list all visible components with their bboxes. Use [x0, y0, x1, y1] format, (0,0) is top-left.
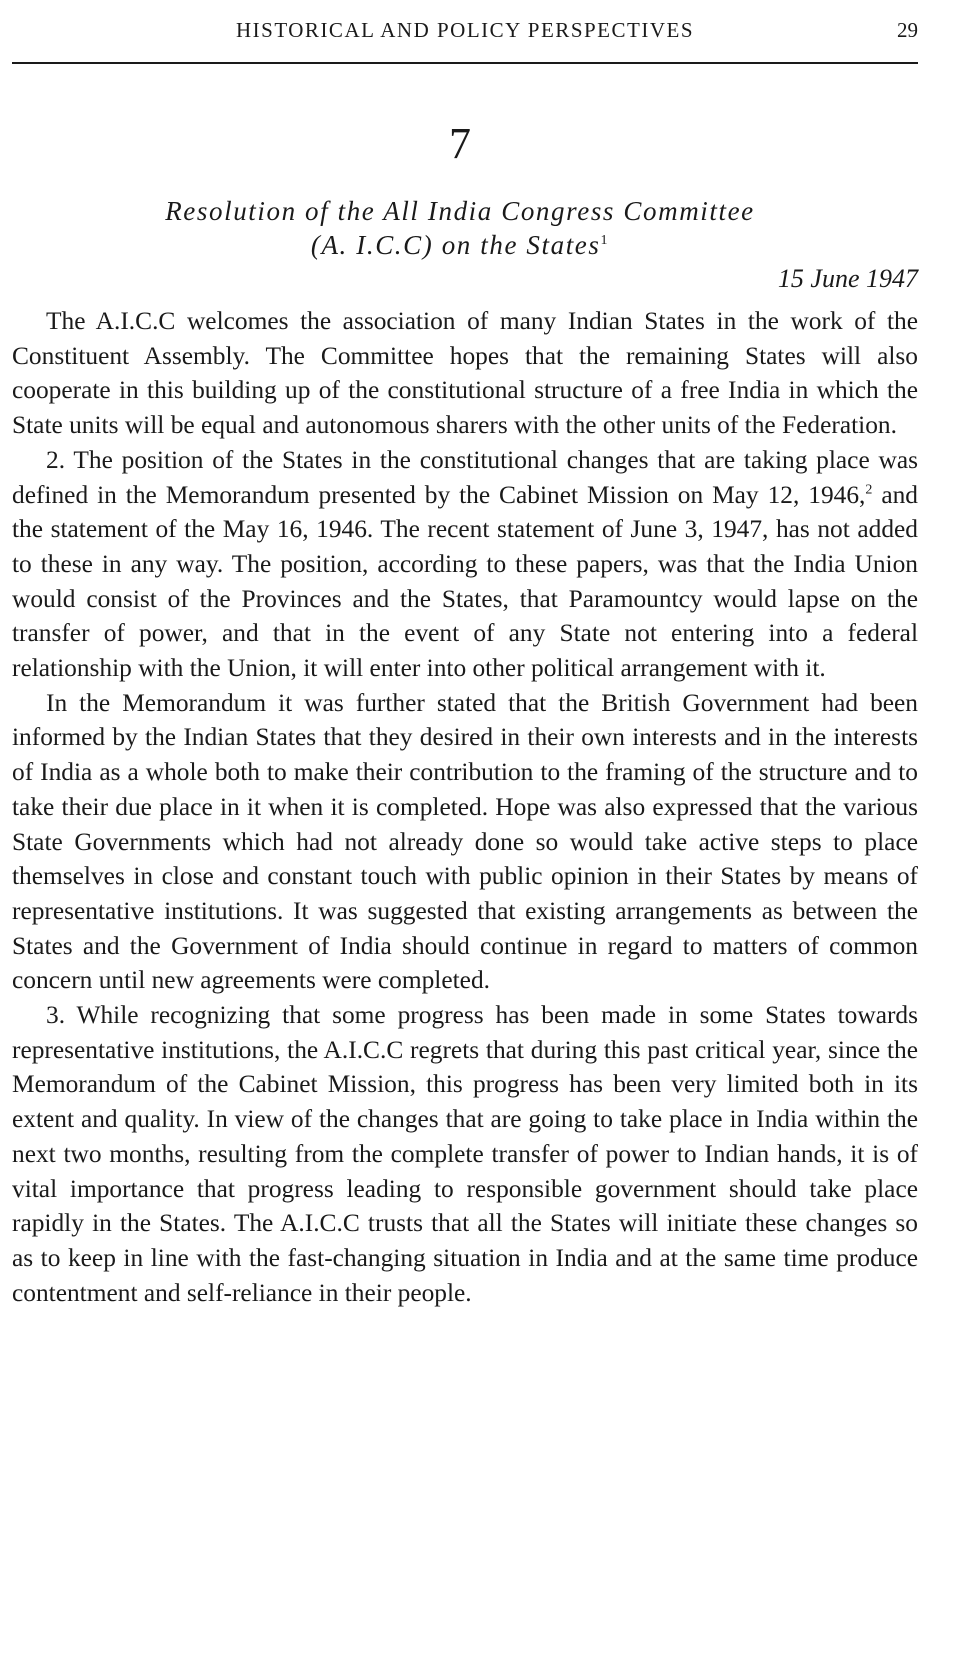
running-head-title: HISTORICAL AND POLICY PERSPECTIVES [235, 18, 695, 42]
paragraph-2 [12, 443, 918, 686]
paragraph-2-part-b: and the statement of the May 16, 1946. The recent statement of June 3, 1947, has not added to these in any way. The position, according to these papers, was that the India Union would consist of the Provinces and the States, that Paramountcy would lapse on the transfer of power, and that in the event of any State not entering into a federal relationship with the Union, it will enter into other political arrangement with it. [12, 480, 918, 683]
page-number: 29 [897, 18, 918, 42]
document-number: 7 [449, 119, 471, 168]
body-text [12, 304, 918, 1310]
footnote-marker-1: 1 [600, 233, 610, 248]
document-title [0, 194, 920, 262]
document-title-line-1: Resolution of the All India Congress Committee [165, 196, 755, 226]
paragraph-2-part-a: 2. The position of the States in the constitutional changes that are taking place was defined in the Memorandum presented by the Cabinet Mission on May 12, 1946, [12, 445, 918, 509]
header-rule [12, 62, 918, 64]
paragraph-3: In the Memorandum it was further stated that the British Government had been informed by the Indian States that they desired in their own interests and in the interests of India as a whole both to make their contribution to the framing of the structure and to take their due place in it when it is completed. Hope was also expressed that the various State Governments which had not already done so would take active steps to place themselves in close and constant touch with public opinion in their States by means of representative institutions. It was suggested that existing arrangements as between the States and the Government of India should continue in regard to matters of common concern until new agreements were completed. [12, 688, 918, 995]
document-title-line-2 [0, 228, 920, 262]
paragraph-4: 3. While recognizing that some progress has been made in some States towards representative institutions, the A.I.C.C regrets that during this past critical year, since the Memorandum of the Cabinet Mission, this progress has been very limited both in its extent and quality. In view of the changes that are going to take place in India within the next two months, resulting from the complete transfer of power to Indian hands, it is of vital importance that progress leading to responsible government should take place rapidly in the States. The A.I.C.C trusts that all the States will initiate these changes so as to keep in line with the fast-changing situation in India and at the same time produce contentment and self-reliance in their people. [12, 1001, 918, 1307]
footnote-marker-2: 2 [865, 482, 873, 498]
paragraph-1: The A.I.C.C welcomes the association of many Indian States in the work of the Constituent Assembly. The Committee hopes that the remaining States will also cooperate in this building up of the constitutional structure of a free India in which the State units will be equal and autonomous sharers with the other units of the Federation. [12, 307, 918, 440]
document-title-line-2-text: (A. I.C.C) on the States [310, 230, 601, 260]
running-head [12, 10, 918, 50]
document-date: 15 June 1947 [777, 264, 918, 293]
